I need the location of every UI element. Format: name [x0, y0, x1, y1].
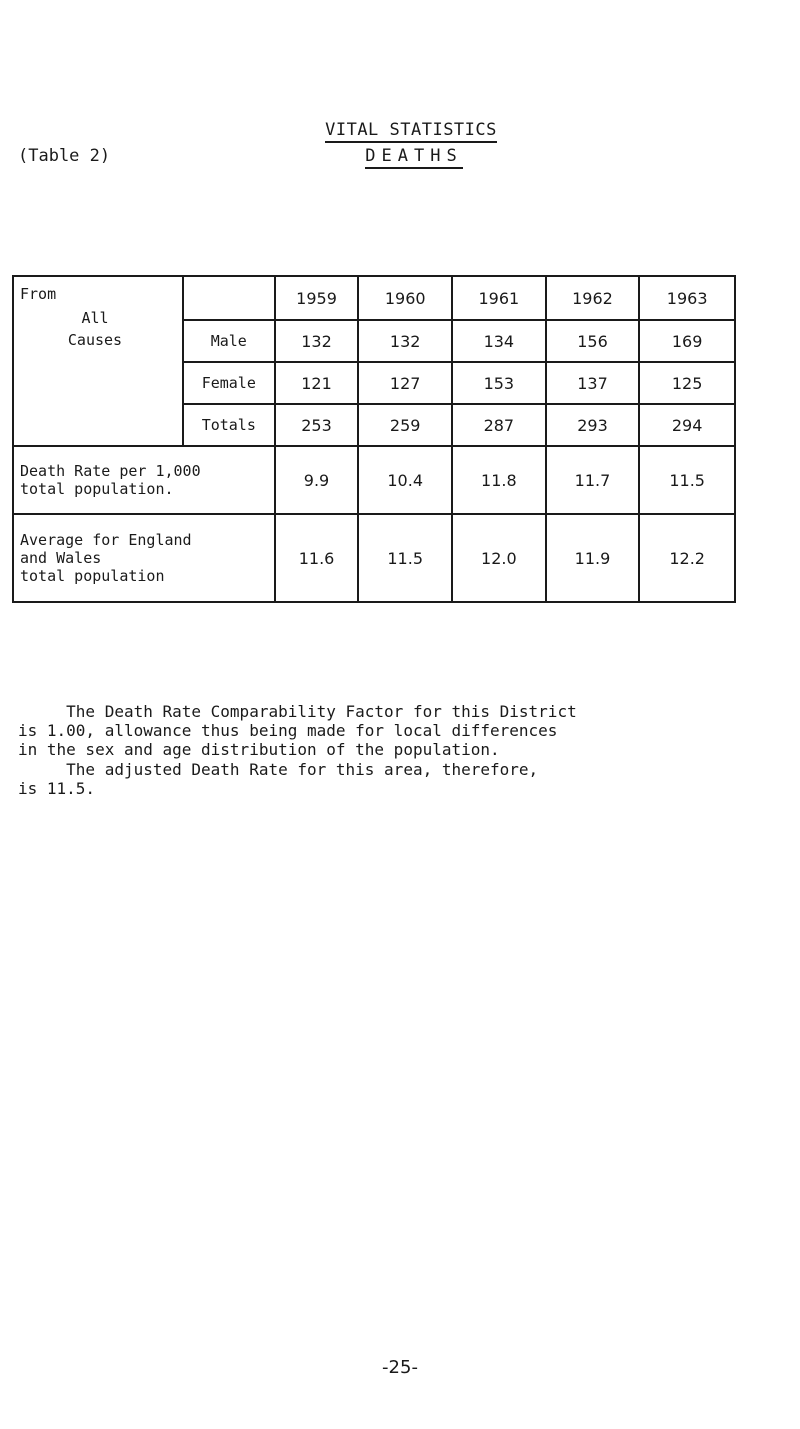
death-rate-label-line: Death Rate per 1,000	[20, 462, 201, 480]
document-subtitle	[0, 146, 800, 169]
table-cell: 137	[546, 362, 640, 404]
year-header: 1962	[546, 276, 640, 320]
table-cell: 11.9	[546, 514, 640, 602]
row-label-male: Male	[183, 320, 275, 362]
average-label	[13, 514, 275, 602]
death-rate-row	[13, 446, 735, 514]
average-row	[13, 514, 735, 602]
table-cell: 134	[452, 320, 546, 362]
table-cell: 132	[275, 320, 359, 362]
year-header: 1961	[452, 276, 546, 320]
causes-label	[20, 307, 170, 351]
death-rate-label	[13, 446, 275, 514]
average-label-line: total population	[20, 567, 165, 585]
from-all-causes-cell	[13, 276, 183, 446]
blank-header-cell	[183, 276, 275, 320]
table-cell: 12.0	[452, 514, 546, 602]
table-cell: 293	[546, 404, 640, 446]
table-cell: 11.5	[358, 514, 452, 602]
comparability-paragraph	[18, 702, 798, 759]
deaths-table	[12, 275, 736, 603]
table-cell: 156	[546, 320, 640, 362]
table-cell: 253	[275, 404, 359, 446]
paragraph-line: is 1.00, allowance thus being made for local differences	[18, 721, 558, 740]
page-number: -25-	[382, 1357, 418, 1378]
table-cell: 11.6	[275, 514, 359, 602]
paragraph-line: The Death Rate Comparability Factor for this District	[18, 702, 577, 721]
title-text: VITAL STATISTICS	[325, 120, 497, 143]
table-cell: 294	[639, 404, 735, 446]
table-cell: 259	[358, 404, 452, 446]
table-cell: 11.5	[639, 446, 735, 514]
year-header: 1959	[275, 276, 359, 320]
table-cell: 127	[358, 362, 452, 404]
year-header: 1963	[639, 276, 735, 320]
table-cell: 121	[275, 362, 359, 404]
subtitle-text: DEATHS	[365, 146, 462, 169]
year-header: 1960	[358, 276, 452, 320]
row-label-female: Female	[183, 362, 275, 404]
death-rate-label-line: total population.	[20, 480, 174, 498]
table-label: (Table 2)	[18, 146, 111, 166]
adjusted-rate-paragraph	[18, 760, 798, 798]
table-cell: 11.7	[546, 446, 640, 514]
paragraph-line: is 11.5.	[18, 779, 96, 798]
from-label: From	[20, 285, 57, 303]
table-cell: 153	[452, 362, 546, 404]
causes-line-causes: Causes	[67, 331, 123, 349]
average-label-line: and Wales	[20, 549, 102, 567]
table-cell: 12.2	[639, 514, 735, 602]
table-cell: 10.4	[358, 446, 452, 514]
table-cell: 9.9	[275, 446, 359, 514]
paragraph-line: in the sex and age distribution of the population.	[18, 740, 500, 759]
paragraph-line: The adjusted Death Rate for this area, therefore,	[18, 760, 539, 779]
row-label-totals: Totals	[183, 404, 275, 446]
causes-line-all: All	[81, 309, 109, 327]
table-cell: 287	[452, 404, 546, 446]
table-cell: 11.8	[452, 446, 546, 514]
table-cell: 132	[358, 320, 452, 362]
table-cell: 125	[639, 362, 735, 404]
table-cell: 169	[639, 320, 735, 362]
document-title	[0, 120, 800, 143]
header-row	[13, 276, 735, 320]
average-label-line: Average for England	[20, 531, 192, 549]
